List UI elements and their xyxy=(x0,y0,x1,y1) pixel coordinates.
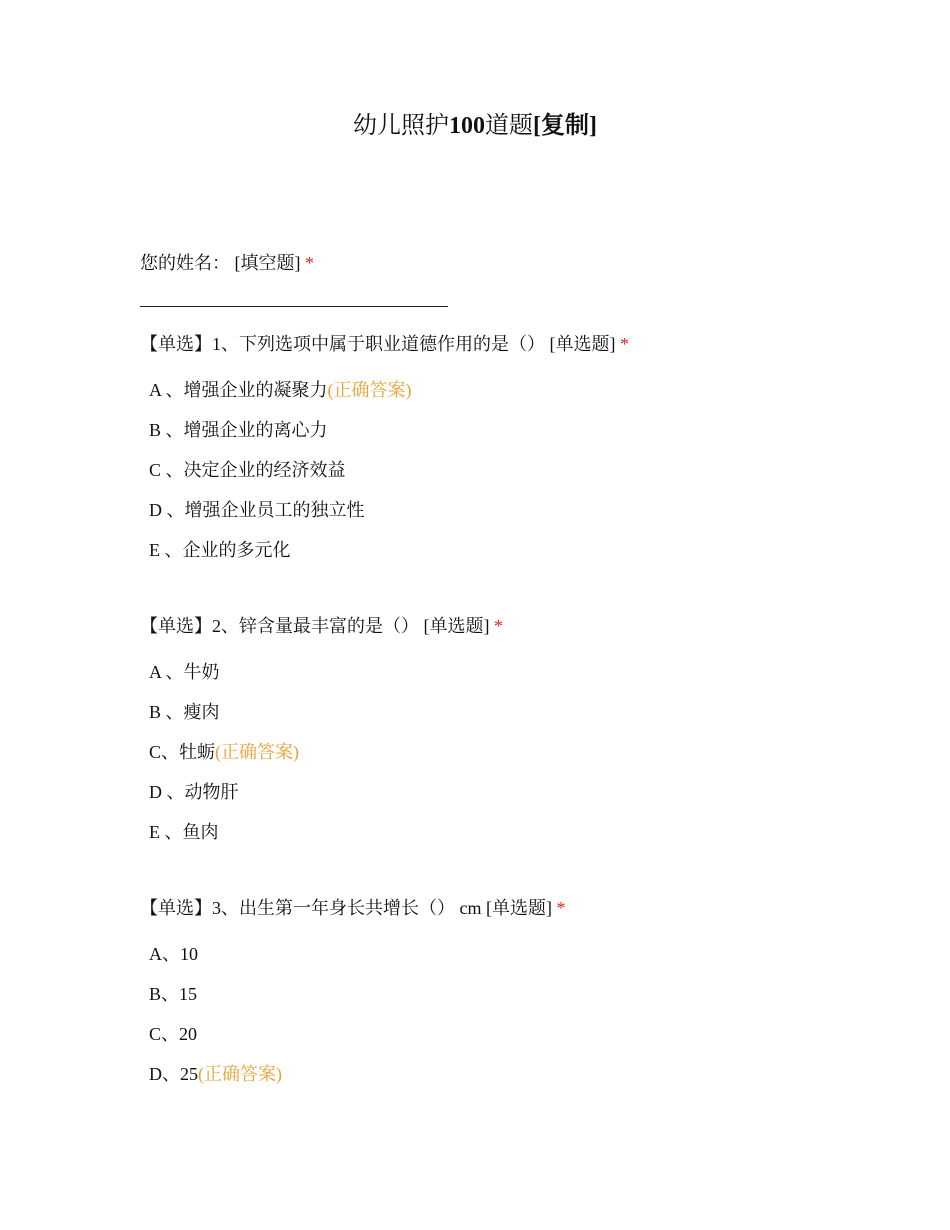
question-2-options xyxy=(149,659,299,859)
option-label: A、10 xyxy=(149,944,198,964)
option-label: C、20 xyxy=(149,1024,198,1044)
correct-answer-tag: (正确答案) xyxy=(327,380,412,400)
question-1-options xyxy=(149,377,412,577)
option-label: D、25 xyxy=(149,1064,198,1084)
option-label: A 、增强企业的凝聚力 xyxy=(149,380,328,400)
option-label: E 、鱼肉 xyxy=(149,822,219,842)
title-text: 幼儿照护 xyxy=(353,113,449,139)
required-mark: * xyxy=(620,334,629,354)
option-b[interactable] xyxy=(149,699,299,739)
option-a[interactable] xyxy=(149,377,412,417)
question-text: 【单选】3、出生第一年身长共增长（） cm xyxy=(140,898,482,918)
option-c[interactable] xyxy=(149,1021,282,1061)
option-label: B、15 xyxy=(149,984,198,1004)
required-mark: * xyxy=(494,616,503,636)
option-d[interactable] xyxy=(149,1061,282,1101)
question-type: [单选题] xyxy=(423,616,490,636)
question-type: [填空题] xyxy=(234,253,301,273)
page-title xyxy=(0,110,950,142)
title-number: 100 xyxy=(449,113,485,139)
option-label: E 、企业的多元化 xyxy=(149,540,291,560)
option-a[interactable] xyxy=(149,659,299,699)
question-2-title xyxy=(140,613,503,639)
option-e[interactable] xyxy=(149,819,299,859)
option-label: B 、增强企业的离心力 xyxy=(149,420,328,440)
question-3-options xyxy=(149,941,282,1101)
correct-answer-tag: (正确答案) xyxy=(198,1064,282,1084)
title-text-end: 道题 xyxy=(485,113,533,139)
question-text: 【单选】2、锌含量最丰富的是（） xyxy=(140,616,419,636)
option-c[interactable] xyxy=(149,739,299,779)
question-1-title xyxy=(140,331,629,357)
option-d[interactable] xyxy=(149,497,412,537)
option-label: B 、瘦肉 xyxy=(149,702,220,722)
option-label: D 、增强企业员工的独立性 xyxy=(149,500,365,520)
option-label: C 、决定企业的经济效益 xyxy=(149,460,346,480)
required-mark: * xyxy=(556,898,566,918)
copy-tag: [复制] xyxy=(533,113,597,139)
option-label: C、牡蛎 xyxy=(149,742,216,762)
question-type: [单选题] xyxy=(486,898,552,918)
correct-answer-tag: (正确答案) xyxy=(215,742,300,762)
question-type: [单选题] xyxy=(549,334,616,354)
name-question xyxy=(140,250,314,276)
option-e[interactable] xyxy=(149,537,412,577)
question-3-title xyxy=(140,895,566,921)
name-answer-blank[interactable] xyxy=(140,306,448,307)
option-label: D 、动物肝 xyxy=(149,782,239,802)
option-b[interactable] xyxy=(149,981,282,1021)
option-d[interactable] xyxy=(149,779,299,819)
option-a[interactable] xyxy=(149,941,282,981)
required-mark: * xyxy=(305,253,314,273)
option-c[interactable] xyxy=(149,457,412,497)
option-b[interactable] xyxy=(149,417,412,457)
question-text: 【单选】1、下列选项中属于职业道德作用的是（） xyxy=(140,334,545,354)
option-label: A 、牛奶 xyxy=(149,662,220,682)
name-question-label: 您的姓名： xyxy=(140,253,230,273)
